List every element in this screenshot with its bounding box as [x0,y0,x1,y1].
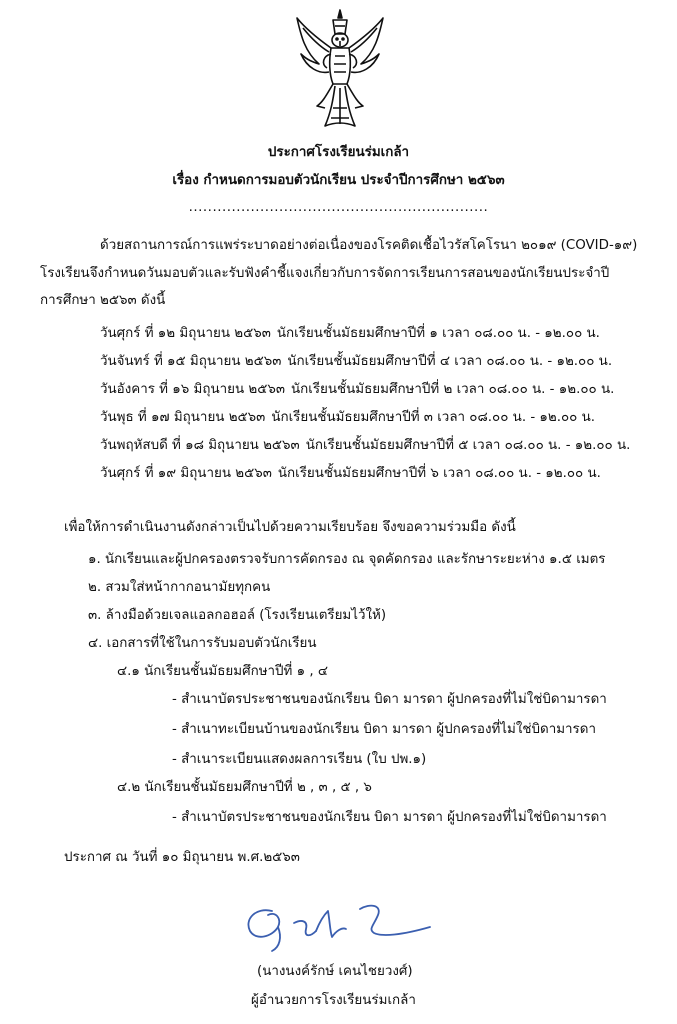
schedule-date: วันจันทร์ ที่ ๑๕ มิถุนายน ๒๕๖๓ [100,354,282,369]
document-item: - สำเนาทะเบียนบ้านของนักเรียน บิดา มารดา ผู้ปกครองที่ไม่ใช่บิดามารดา [172,722,596,737]
announcement-title: ประกาศโรงเรียนร่มเกล้า [267,145,410,160]
title-divider: ............................................................... [188,200,489,215]
cooperation-lead: เพื่อให้การดำเนินงานดังกล่าวเป็นไปด้วยความเรียบร้อย จึงขอความร่วมมือ ดังนี้ [64,520,516,535]
document-item: - สำเนาระเบียนแสดงผลการเรียน (ใบ ปพ.๑) [172,752,427,767]
document-item: - สำเนาบัตรประชาชนของนักเรียน บิดา มารดา ผู้ปกครองที่ไม่ใช่บิดามารดา [172,810,607,825]
document-item: - สำเนาบัตรประชาชนของนักเรียน บิดา มารดา ผู้ปกครองที่ไม่ใช่บิดามารดา [172,692,607,707]
schedule-detail: นักเรียนชั้นมัธยมศึกษาปีที่ ๕ เวลา ๐๘.๐๐ น. - ๑๒.๐๐ น. [305,438,631,453]
schedule-row [100,354,660,371]
schedule-date: วันอังคาร ที่ ๑๖ มิถุนายน ๒๕๖๓ [100,382,285,397]
sub-item-4-2: ๔.๒ นักเรียนชั้นมัธยมศึกษาปีที่ ๒ , ๓ , ๕ , ๖ [117,780,372,795]
schedule-detail: นักเรียนชั้นมัธยมศึกษาปีที่ ๓ เวลา ๐๘.๐๐ น. - ๑๒.๐๐ น. [271,410,596,425]
schedule-row [100,382,660,399]
intro-line-2: โรงเรียนจึงกำหนดวันมอบตัวและรับฟังคำชี้แจงเกี่ยวกับการจัดการเรียนการสอนของนักเรียนประจำปี [40,266,610,281]
schedule-date: วันศุกร์ ที่ ๑๙ มิถุนายน ๒๕๖๓ [100,466,272,481]
signer-name: (นางนงค์รักษ์ เคนไชยวงศ์) [257,964,413,979]
cooperation-item-1: ๑. นักเรียนและผู้ปกครองตรวจรับการคัดกรอง ณ จุดคัดกรอง และรักษาระยะห่าง ๑.๕ เมตร [88,552,606,567]
schedule-date: วันพุธ ที่ ๑๗ มิถุนายน ๒๕๖๓ [100,410,266,425]
garuda-emblem-icon [295,8,385,136]
schedule-date: วันศุกร์ ที่ ๑๒ มิถุนายน ๒๕๖๓ [100,326,271,341]
sub-item-4-1: ๔.๑ นักเรียนชั้นมัธยมศึกษาปีที่ ๑ , ๔ [117,664,329,679]
schedule-detail: นักเรียนชั้นมัธยมศึกษาปีที่ ๒ เวลา ๐๘.๐๐ น. - ๑๒.๐๐ น. [291,382,615,397]
announcement-date: ประกาศ ณ วันที่ ๑๐ มิถุนายน พ.ศ.๒๕๖๓ [64,850,300,865]
schedule-row [100,466,660,483]
signer-title: ผู้อำนวยการโรงเรียนร่มเกล้า [251,993,416,1008]
schedule-row [100,438,660,455]
schedule-row [100,326,660,343]
schedule-row [100,410,660,427]
schedule-detail: นักเรียนชั้นมัธยมศึกษาปีที่ ๔ เวลา ๐๘.๐๐ น. - ๑๒.๐๐ น. [287,354,613,369]
schedule-date: วันพฤหัสบดี ที่ ๑๘ มิถุนายน ๒๕๖๓ [100,438,300,453]
schedule-detail: นักเรียนชั้นมัธยมศึกษาปีที่ ๑ เวลา ๐๘.๐๐ น. - ๑๒.๐๐ น. [276,326,600,341]
signature-icon [232,893,437,955]
intro-line-1: ด้วยสถานการณ์การแพร่ระบาดอย่างต่อเนื่องของโรคติดเชื้อไวรัสโคโรนา ๒๐๑๙ (COVID-๑๙) [100,238,638,253]
cooperation-item-3: ๓. ล้างมือด้วยเจลแอลกอฮอล์ (โรงเรียนเตรียมไว้ให้) [88,608,387,623]
intro-line-3: การศึกษา ๒๕๖๓ ดังนี้ [40,293,166,308]
announcement-subject: เรื่อง กำหนดการมอบตัวนักเรียน ประจำปีการศึกษา ๒๕๖๓ [172,173,505,188]
cooperation-item-4: ๔. เอกสารที่ใช้ในการรับมอบตัวนักเรียน [88,636,317,651]
schedule-detail: นักเรียนชั้นมัธยมศึกษาปีที่ ๖ เวลา ๐๘.๐๐ น. - ๑๒.๐๐ น. [277,466,601,481]
cooperation-item-2: ๒. สวมใส่หน้ากากอนามัยทุกคน [88,580,271,595]
